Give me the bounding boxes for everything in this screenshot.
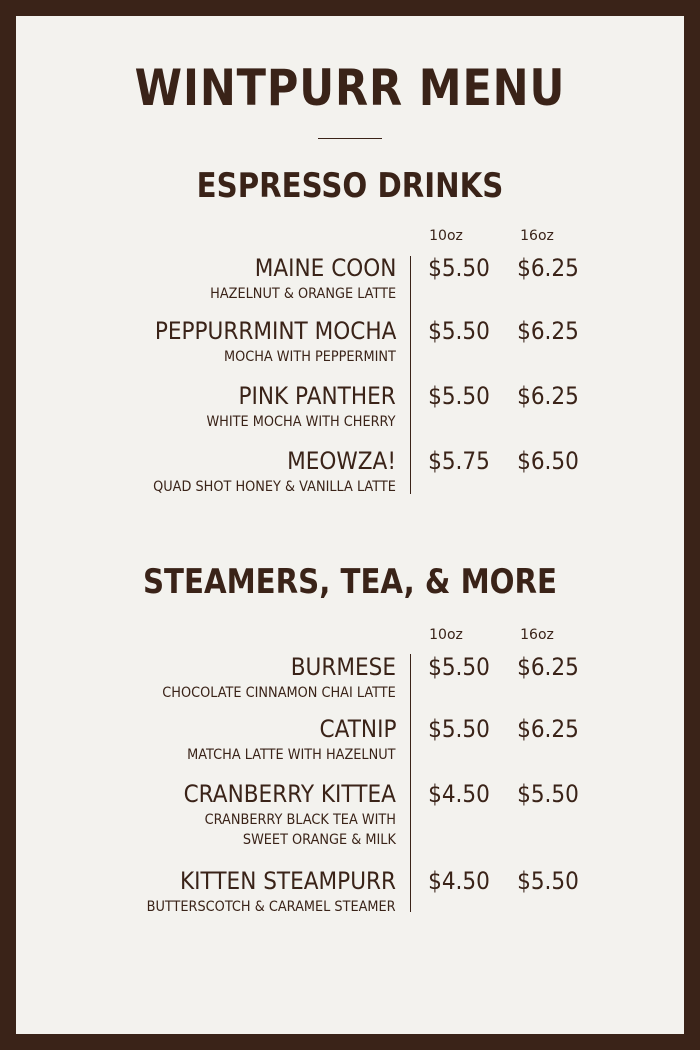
- section-heading-espresso: ESPRESSO DRINKS: [196, 166, 504, 206]
- price-large: $6.25: [517, 382, 579, 410]
- item-name: BURMESE: [290, 653, 396, 681]
- size-label-large: 16oz: [520, 627, 554, 643]
- price-large: $5.50: [517, 867, 579, 895]
- title-divider: [318, 138, 382, 139]
- menu-item: [0, 447, 700, 509]
- price-large: $6.25: [517, 715, 579, 743]
- menu-item: [0, 254, 700, 316]
- price-small: $5.50: [428, 254, 490, 282]
- menu-item: [0, 780, 700, 860]
- item-description: CHOCOLATE CINNAMON CHAI LATTE: [162, 685, 396, 701]
- item-description: MOCHA WITH PEPPERMINT: [224, 349, 396, 365]
- menu-item: [0, 382, 700, 444]
- price-large: $6.25: [517, 317, 579, 345]
- menu-item: [0, 867, 700, 929]
- price-large: $5.50: [517, 780, 579, 808]
- menu-item: [0, 715, 700, 777]
- price-small: $5.75: [428, 447, 490, 475]
- menu-title: WINTPURR MENU: [134, 59, 566, 117]
- item-name: MEOWZA!: [287, 447, 396, 475]
- size-label-small: 10oz: [429, 627, 463, 643]
- item-name: PEPPURRMINT MOCHA: [154, 317, 396, 345]
- price-small: $4.50: [428, 780, 490, 808]
- item-description: QUAD SHOT HONEY & VANILLA LATTE: [153, 479, 396, 495]
- item-description: [205, 810, 396, 850]
- section-heading-steamers: STEAMERS, TEA, & MORE: [142, 562, 558, 602]
- size-label-large: 16oz: [520, 228, 554, 244]
- menu-item: [0, 653, 700, 715]
- item-name: MAINE COON: [254, 254, 396, 282]
- item-description-line: CRANBERRY BLACK TEA WITH: [204, 812, 396, 828]
- item-name: PINK PANTHER: [238, 382, 396, 410]
- price-large: $6.50: [517, 447, 579, 475]
- item-description: HAZELNUT & ORANGE LATTE: [210, 286, 396, 302]
- item-description: BUTTERSCOTCH & CARAMEL STEAMER: [147, 899, 396, 915]
- item-name: CATNIP: [319, 715, 396, 743]
- item-name: CRANBERRY KITTEA: [183, 780, 396, 808]
- item-description: MATCHA LATTE WITH HAZELNUT: [187, 747, 396, 763]
- price-small: $5.50: [428, 653, 490, 681]
- size-label-small: 10oz: [429, 228, 463, 244]
- item-description-line: SWEET ORANGE & MILK: [242, 832, 396, 848]
- price-small: $5.50: [428, 715, 490, 743]
- price-small: $5.50: [428, 382, 490, 410]
- price-large: $6.25: [517, 254, 579, 282]
- menu-item: [0, 317, 700, 379]
- item-description: WHITE MOCHA WITH CHERRY: [206, 414, 396, 430]
- item-name: KITTEN STEAMPURR: [179, 867, 396, 895]
- price-large: $6.25: [517, 653, 579, 681]
- price-small: $5.50: [428, 317, 490, 345]
- price-small: $4.50: [428, 867, 490, 895]
